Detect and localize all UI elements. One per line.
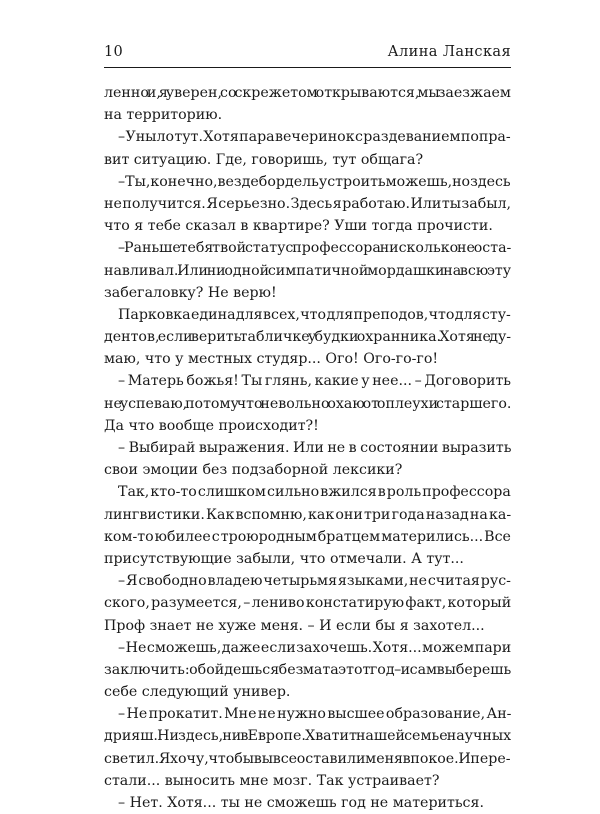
text-line: на территорию.: [104, 107, 223, 124]
text-line: Парковка едина для всех, что для преподов, что для сту-: [118, 306, 511, 323]
text-line: – Матерь божья! Ты глянь, какие у нее... – Договорить: [118, 373, 511, 390]
text-line: Да что вообще происходит?!: [104, 417, 319, 434]
text-line: ком-то юбилее с троюродным братцем матерились... Все: [104, 528, 511, 545]
text-line: дентов, если верить табличке у будки охранника. Хотя не ду-: [104, 329, 511, 346]
text-line: маю, что у местных студяр... Ого! Ого-го-го!: [104, 351, 439, 368]
text-line: – Я свободно владею четырьмя языками, не считая рус-: [118, 573, 511, 590]
text-line: не успеваю, потому что невольно охаю от оплеухи старшего.: [104, 395, 511, 412]
text-line: навливал. Или ни одной симпатичной мордашки на всю эту: [104, 262, 511, 279]
text-line: лингвистики. Как вспомню, как они три года назад на ка-: [104, 506, 511, 523]
text-line: – Ты, конечно, везде бордель устроить можешь, но здесь: [118, 173, 511, 190]
text-line: ленно и, я уверен, со скрежетом открываются, мы заезжаем: [104, 85, 511, 101]
body-text: [104, 82, 511, 814]
text-line: свои эмоции без подзаборной лексики?: [104, 462, 403, 479]
text-line: – Выбирай выражения. Или не в состоянии выразить: [118, 440, 511, 456]
text-line: – Не прокатит. Мне не нужно высшее образование, Ан-: [118, 706, 511, 723]
text-line: – Нет. Хотя... ты не сможешь год не материться.: [118, 795, 484, 811]
text-line: не получится. Я серьезно. Здесь я работаю. Или ты забыл,: [104, 195, 511, 212]
text-line: Так, кто-то слишком сильно вжился в роль профессора: [118, 484, 511, 501]
running-title: Алина Ланская: [387, 44, 511, 60]
text-line: заключить: обойдешься без мата этот год – и сам выберешь: [104, 661, 511, 678]
page-number: 10: [104, 44, 124, 60]
text-line: – Раньше тебя твой статус профессора нисколько не оста-: [118, 240, 511, 257]
text-line: присутствующие забыли, что отмечали. А тут...: [104, 550, 464, 567]
text-line: – Не сможешь, даже если захочешь. Хотя... можем пари: [118, 639, 511, 656]
header-rule: [104, 67, 511, 68]
page-header: [104, 44, 511, 64]
text-line: себе следующий универ.: [104, 684, 291, 701]
text-line: стали... выносить мне мозг. Так устраивает?: [104, 772, 440, 789]
text-line: что я тебе сказал в квартире? Уши тогда прочисти.: [104, 218, 493, 235]
text-line: Проф знает не хуже меня. – И если бы я захотел...: [104, 617, 485, 634]
text-line: ского, разумеется, – лениво констатирую факт, который: [104, 595, 511, 612]
text-line: – Уныло тут. Хотя пара вечеринок с раздеванием попра-: [118, 129, 511, 146]
text-line: светил. Я хочу, чтобы вы все оставили меня в покое. И пере-: [104, 750, 511, 767]
text-line: забегаловку? Не верю!: [104, 284, 277, 301]
text-line: дрияш. Ни здесь, ни в Европе. Хватит нашей семье научных: [104, 728, 511, 745]
text-line: вит ситуацию. Где, говоришь, тут общага?: [104, 151, 424, 168]
